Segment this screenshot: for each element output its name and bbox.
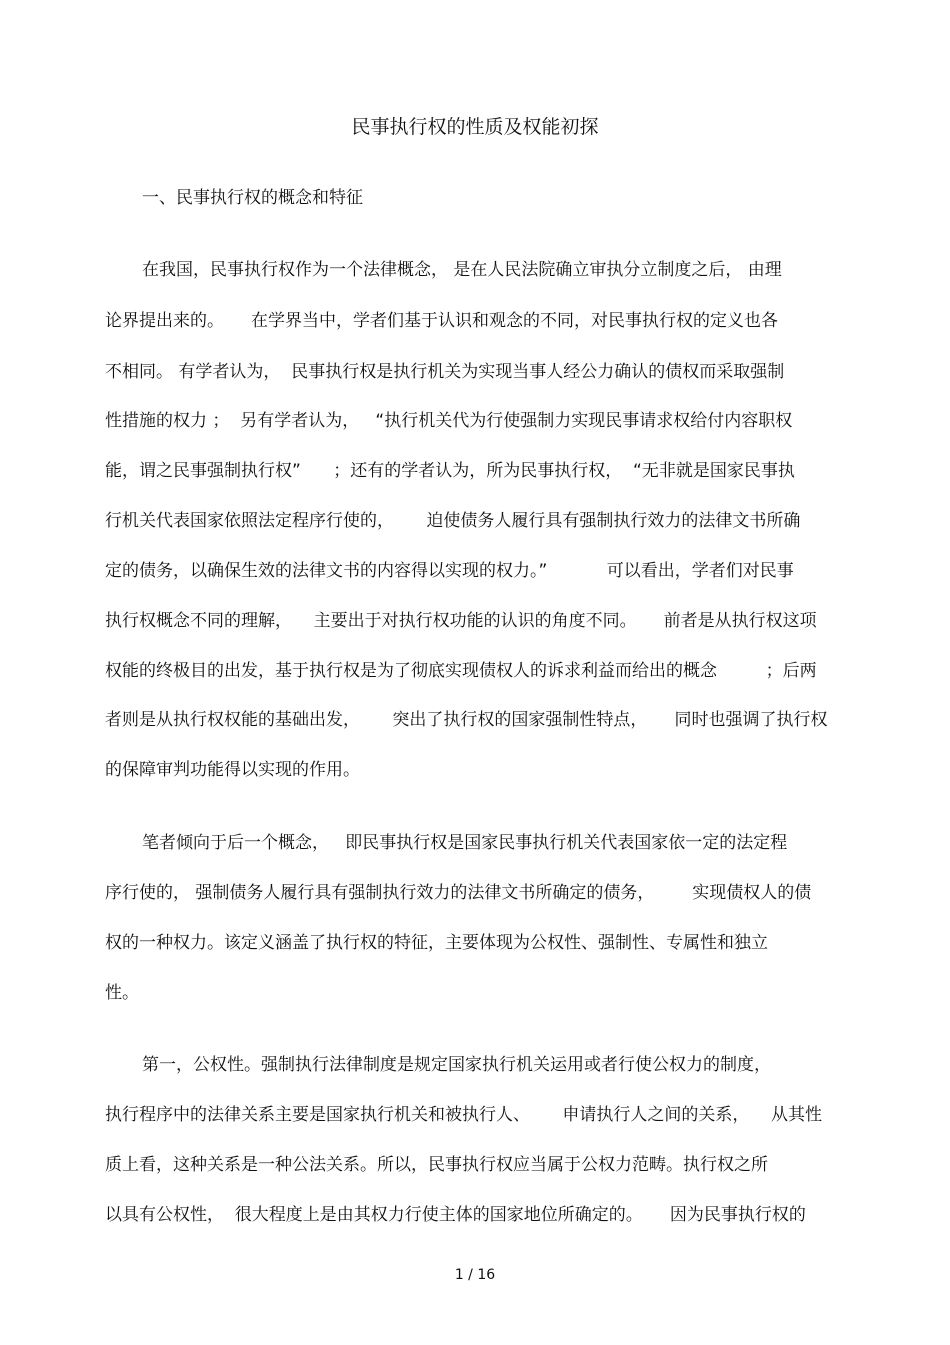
paragraph-line: 定的债务，以确保生效的法律文书的内容得以实现的权力。” 可以看出，学者们对民事 (105, 561, 794, 581)
paragraph-line: 第一，公权性。强制执行法律制度是规定国家执行机关运用或者行使公权力的制度， (142, 1055, 771, 1075)
paragraph-line: 者则是从执行权权能的基础出发， 突出了执行权的国家强制性特点， 同时也强调了执行权 (105, 710, 828, 730)
paragraph-line: 权能的终极目的出发，基于执行权是为了彻底实现债权人的诉求利益而给出的概念 ；后两 (105, 661, 817, 681)
paragraph-line: 行机关代表国家依照法定程序行使的， 迫使债务人履行具有强制执行效力的法律文书所确 (105, 511, 801, 531)
paragraph-line: 能，谓之民事强制执行权” ；还有的学者认为，所为民事执行权， “无非就是国家民事执 (105, 461, 795, 481)
paragraph-line: 在我国，民事执行权作为一个法律概念， 是在人民法院确立审执分立制度之后， 由理 (142, 260, 782, 280)
paragraph-line: 性措施的权力 ； 另有学者认为， “执行机关代为行使强制力实现民事请求权给付内容职权 (105, 411, 793, 431)
page-number: 1 / 16 (454, 1267, 496, 1283)
paragraph-line: 序行使的， 强制债务人履行具有强制执行效力的法律文书所确定的债务， 实现债权人的债 (105, 883, 812, 903)
section-heading: 一、民事执行权的概念和特征 (142, 188, 363, 208)
document-title: 民事执行权的性质及权能初探 (351, 116, 599, 138)
paragraph-line: 以具有公权性， 很大程度上是由其权力行使主体的国家地位所确定的。 因为民事执行权的 (105, 1205, 806, 1225)
paragraph-line: 执行程序中的法律关系主要是国家执行机关和被执行人、 申请执行人之间的关系， 从其性 (105, 1105, 823, 1125)
paragraph-line: 的保障审判功能得以实现的作用。 (105, 760, 360, 780)
paragraph-line: 笔者倾向于后一个概念， 即民事执行权是国家民事执行机关代表国家依一定的法定程 (142, 833, 788, 853)
paragraph-line: 权的一种权力。该定义涵盖了执行权的特征，主要体现为公权性、强制性、专属性和独立 (105, 933, 768, 953)
paragraph-line: 执行权概念不同的理解， 主要出于对执行权功能的认识的角度不同。 前者是从执行权这项 (105, 611, 817, 631)
paragraph-line: 性。 (105, 983, 139, 1003)
paragraph-line: 质上看，这种关系是一种公法关系。所以，民事执行权应当属于公权力范畴。执行权之所 (105, 1155, 768, 1175)
paragraph-line: 论界提出来的。 在学界当中，学者们基于认识和观念的不同，对民事执行权的定义也各 (105, 311, 779, 331)
paragraph-line: 不相同。 有学者认为， 民事执行权是执行机关为实现当事人经公力确认的债权而采取强制 (105, 362, 785, 382)
